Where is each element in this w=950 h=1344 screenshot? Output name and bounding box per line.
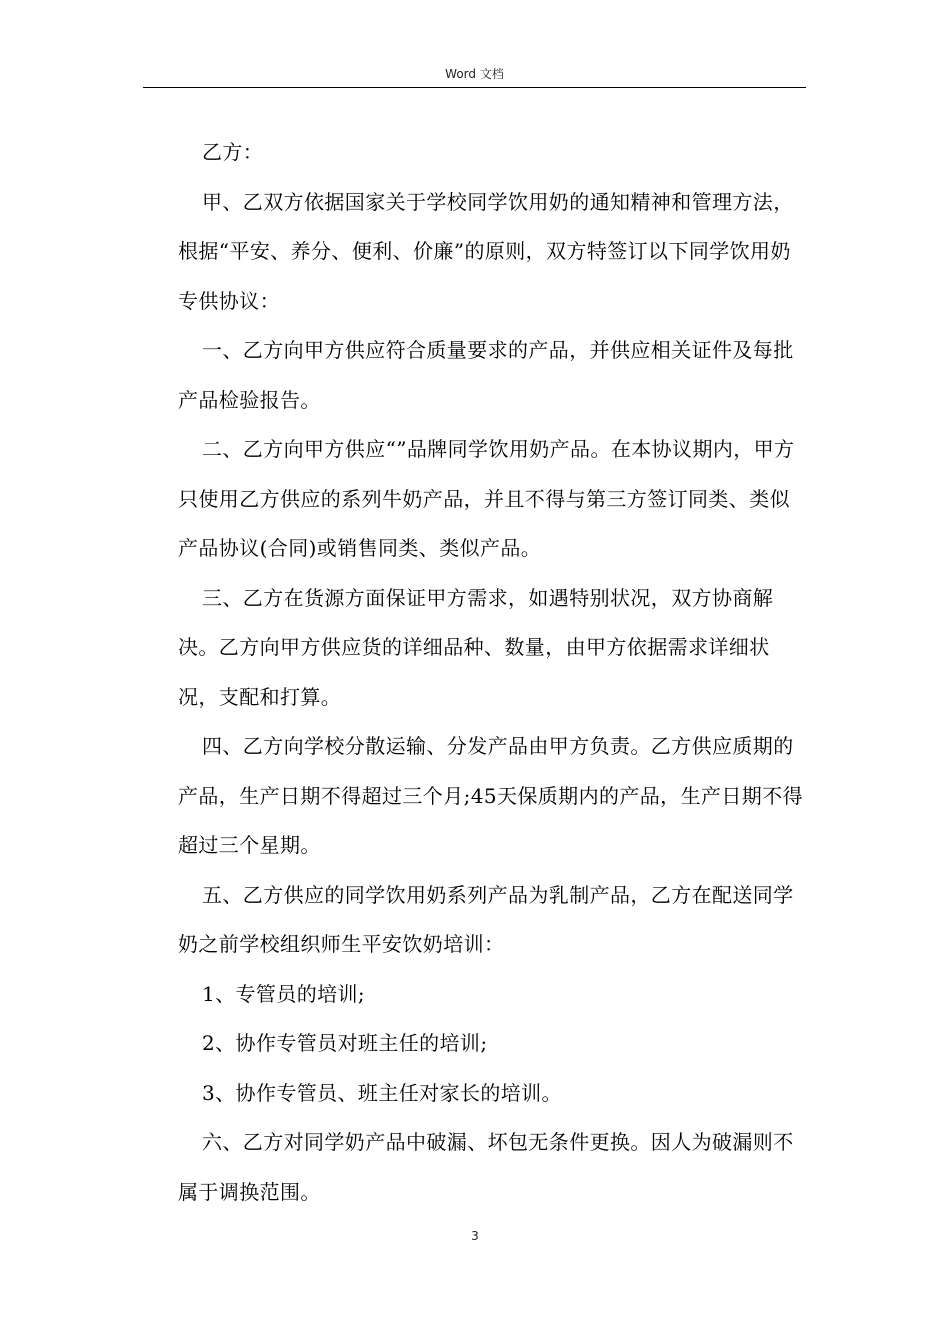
page-number: 3 [471,1229,479,1243]
paragraph-intro: 甲、乙双方依据国家关于学校同学饮用奶的通知精神和管理方法，根据“平安、养分、便利、价廉”的原则，双方特签订以下同学饮用奶专供协议： [178,189,794,313]
page-header: Word 文档 [445,67,504,81]
document-body [178,128,810,1217]
list-item-training-3: 3、协作专管员、班主任对家长的培训。 [202,1080,562,1105]
paragraph-party-b: 乙方： [202,140,264,164]
paragraph-clause-1: 一、乙方向甲方供应符合质量要求的产品，并供应相关证件及每批产品检验报告。 [178,338,794,412]
paragraph-clause-4: 四、乙方向学校分散运输、分发产品由甲方负责。乙方供应质期的产品，生产日期不得超过三个月;45天保质期内的产品，生产日期不得超过三个星期。 [178,734,803,857]
list-item-training-2: 2、协作专管员对班主任的培训; [202,1031,488,1055]
paragraph-clause-2: 二、乙方向甲方供应“”品牌同学饮用奶产品。在本协议期内，甲方只使用乙方供应的系列牛奶产品，并且不得与第三方签订同类、类似产品协议(合同)或销售同类、类似产品。 [178,437,795,560]
list-item-training-1: 1、专管员的培训; [202,981,366,1006]
header-divider [143,87,806,88]
paragraph-clause-3: 三、乙方在货源方面保证甲方需求，如遇特别状况，双方协商解决。乙方向甲方供应货的详细品种、数量，由甲方依据需求详细状况，支配和打算。 [178,585,774,709]
paragraph-clause-6: 六、乙方对同学奶产品中破漏、坏包无条件更换。因人为破漏则不属于调换范围。 [178,1130,794,1204]
paragraph-clause-5: 五、乙方供应的同学饮用奶系列产品为乳制产品，乙方在配送同学奶之前学校组织师生平安饮奶培训： [178,882,794,956]
